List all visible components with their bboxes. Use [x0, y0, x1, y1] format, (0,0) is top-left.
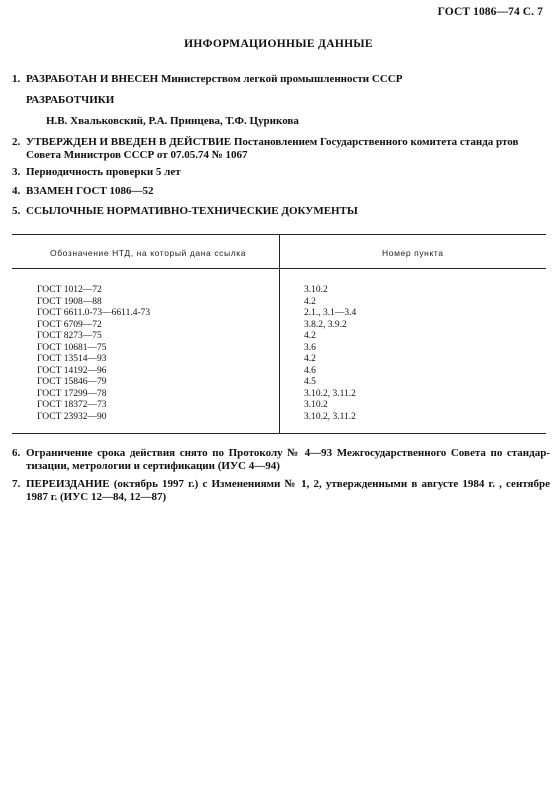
table-cell-document: ГОСТ 8273—75	[37, 331, 102, 341]
table-row	[37, 285, 537, 297]
table-cell-document: ГОСТ 6611.0-73—6611.4-73	[37, 308, 151, 318]
item-number: 4.	[12, 185, 21, 197]
item-text: Периодичность проверки 5 лет	[26, 166, 181, 178]
table-row	[37, 297, 537, 309]
table-cell-point: 3.10.2	[304, 400, 328, 410]
column-header-point: Номер пункта	[382, 248, 444, 258]
item-6	[12, 447, 550, 473]
developers-names: Н.В. Хвальковский, Р.А. Принцева, Т.Ф. Цурикова	[46, 115, 299, 127]
references-table-body	[37, 285, 537, 423]
item-7	[12, 478, 550, 504]
table-cell-point: 4.6	[304, 365, 316, 376]
table-row	[37, 308, 537, 320]
item-2	[12, 136, 550, 162]
table-cell-point: 4.2	[304, 331, 316, 341]
item-text: ССЫЛОЧНЫЕ НОРМАТИВНО-ТЕХНИЧЕСКИЕ ДОКУМЕНТЫ	[26, 205, 358, 217]
table-row	[37, 389, 537, 401]
table-cell-point: 4.2	[304, 354, 316, 364]
table-cell-point: 3.10.2, 3.11.2	[304, 411, 356, 422]
table-cell-document: ГОСТ 10681—75	[37, 342, 107, 353]
item-number: 7.	[12, 478, 21, 490]
item-5	[12, 205, 550, 218]
table-cell-document: ГОСТ 13514—93	[37, 354, 107, 364]
developers-heading: РАЗРАБОТЧИКИ	[26, 94, 115, 106]
table-cell-document: ГОСТ 14192—96	[37, 365, 107, 376]
table-row	[37, 331, 537, 343]
item-number: 2.	[12, 136, 21, 148]
table-cell-point: 3.10.2	[304, 285, 328, 295]
table-row	[37, 377, 537, 389]
table-cell-document: ГОСТ 18372—73	[37, 400, 107, 410]
table-cell-point: 3.8.2, 3.9.2	[304, 319, 347, 330]
table-row	[37, 412, 537, 424]
table-cell-document: ГОСТ 1012—72	[37, 285, 102, 295]
table-row	[37, 400, 537, 412]
table-cell-point: 4.5	[304, 377, 316, 387]
table-cell-point: 4.2	[304, 296, 316, 307]
table-cell-document: ГОСТ 6709—72	[37, 319, 102, 330]
table-cell-document: ГОСТ 1908—88	[37, 296, 102, 307]
item-number: 3.	[12, 166, 21, 178]
item-3	[12, 166, 550, 179]
item-number: 1.	[12, 73, 21, 85]
table-cell-point: 3.10.2, 3.11.2	[304, 388, 356, 399]
page-header: ГОСТ 1086—74 С. 7	[437, 6, 543, 18]
item-number: 5.	[12, 205, 21, 217]
item-number: 6.	[12, 447, 21, 459]
item-4	[12, 185, 550, 198]
item-1	[12, 73, 550, 86]
table-cell-point: 2.1., 3.1—3.4	[304, 308, 357, 318]
table-cell-document: ГОСТ 23932—90	[37, 411, 107, 422]
item-text: ПЕРЕИЗДАНИЕ (октябрь 1997 г.) с Изменениями № 1, 2, утвержденными в августе 1984 г. , сентябре 1987 г. (ИУС 12—84, 12—87)	[26, 478, 550, 503]
column-header-document: Обозначение НТД, на который дана ссылка	[50, 248, 247, 258]
item-text: ВЗАМЕН ГОСТ 1086—52	[26, 185, 154, 197]
table-row	[37, 354, 537, 366]
page-title: ИНФОРМАЦИОННЫЕ ДАННЫЕ	[184, 38, 373, 50]
table-cell-document: ГОСТ 17299—78	[37, 388, 107, 399]
item-text: УТВЕРЖДЕН И ВВЕДЕН В ДЕЙСТВИЕ Постановлением Государственного комитета станда ртов Совета Министров СССР от 07.05.74 № 1067	[26, 136, 519, 161]
item-text: Ограничение срока действия снято по Протоколу № 4—93 Межгосударственного Совета по стандар-тизации, метрологии и сертификации (ИУС 4—94)	[26, 447, 550, 472]
table-row	[37, 320, 537, 332]
table-bottom-rule	[12, 433, 546, 434]
table-row	[37, 366, 537, 378]
table-cell-point: 3.6	[304, 342, 316, 353]
item-text: РАЗРАБОТАН И ВНЕСЕН Министерством легкой промышленности СССР	[26, 73, 403, 85]
table-cell-document: ГОСТ 15846—79	[37, 377, 107, 387]
table-row	[37, 343, 537, 355]
